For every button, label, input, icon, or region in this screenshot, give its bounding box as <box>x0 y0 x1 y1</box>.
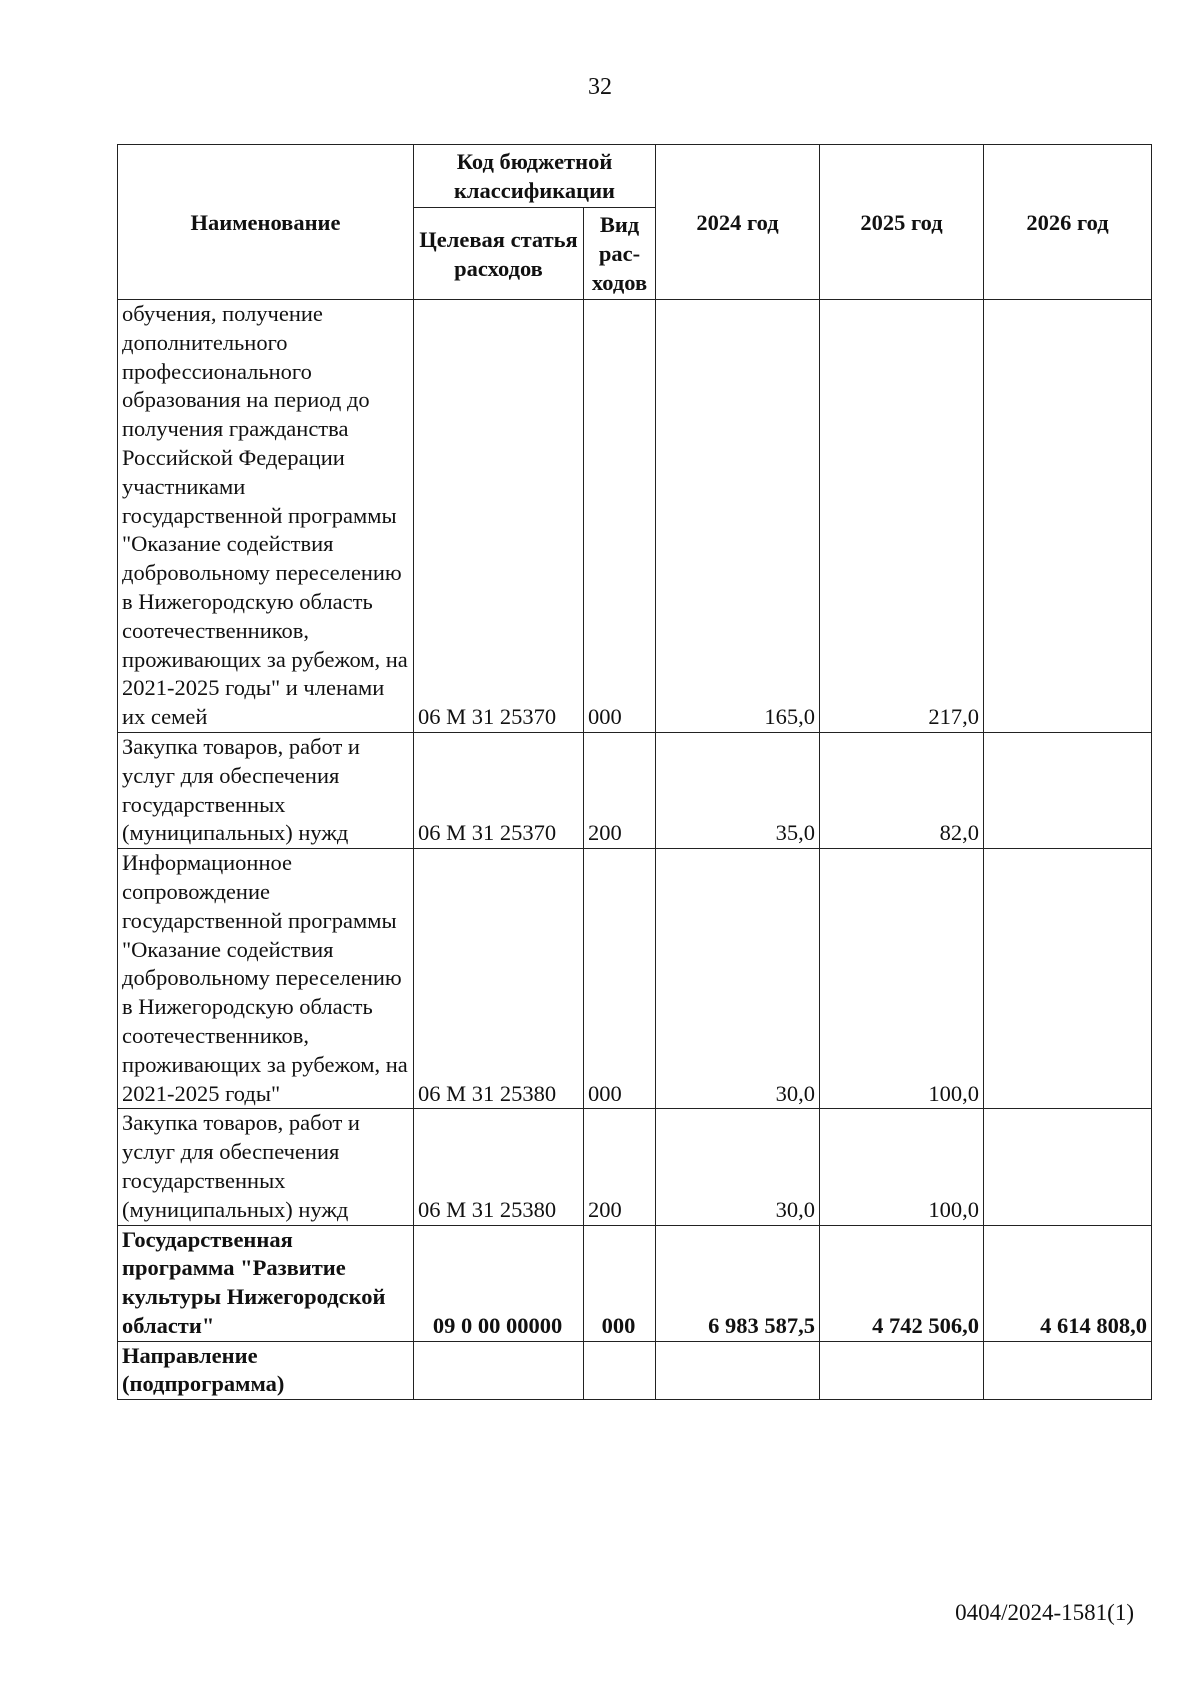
row-value-2025: 4 742 506,0 <box>820 1225 984 1341</box>
table-row <box>118 849 1152 1109</box>
row-kind-code: 200 <box>584 732 656 848</box>
table-row <box>118 1109 1152 1225</box>
header-name: Наименование <box>118 145 414 300</box>
table-row <box>118 300 1152 733</box>
document-number: 0404/2024-1581(1) <box>955 1600 1134 1625</box>
row-value-2024 <box>656 1341 820 1400</box>
row-value-2024: 35,0 <box>656 732 820 848</box>
row-value-2025: 100,0 <box>820 1109 984 1225</box>
row-kind-code: 000 <box>584 1225 656 1341</box>
row-name: Закупка товаров, работ и услуг для обеспечения государственных (муниципальных) нужд <box>118 732 414 848</box>
header-2025: 2025 год <box>820 145 984 300</box>
row-value-2024: 6 983 587,5 <box>656 1225 820 1341</box>
row-target-code: 06 М 31 25370 <box>414 300 584 733</box>
row-value-2026 <box>984 732 1152 848</box>
table-row <box>118 732 1152 848</box>
row-value-2025: 82,0 <box>820 732 984 848</box>
header-2026: 2026 год <box>984 145 1152 300</box>
header-2024: 2024 год <box>656 145 820 300</box>
row-value-2026 <box>984 1109 1152 1225</box>
table-row <box>118 1225 1152 1341</box>
row-target-code: 06 М 31 25370 <box>414 732 584 848</box>
row-value-2025: 100,0 <box>820 849 984 1109</box>
table-row <box>118 1341 1152 1400</box>
row-value-2024: 30,0 <box>656 849 820 1109</box>
row-name: обучения, получение дополнительного профессионального образования на период до получения гражданства Российской Федерации участниками государственной программы "Оказание содействия добровольному переселению в Нижегородскую область соотечественников, проживающих за рубежом, на 2021-2025 годы" и членами их семей <box>118 300 414 733</box>
row-name: Информационное сопровождение государственной программы "Оказание содействия добровольному переселению в Нижегородскую область соотечественников, проживающих за рубежом, на 2021-2025 годы" <box>118 849 414 1109</box>
row-name: Закупка товаров, работ и услуг для обеспечения государственных (муниципальных) нужд <box>118 1109 414 1225</box>
row-target-code: 06 М 31 25380 <box>414 1109 584 1225</box>
row-target-code <box>414 1341 584 1400</box>
row-kind-code: 000 <box>584 300 656 733</box>
row-kind-code: 200 <box>584 1109 656 1225</box>
row-value-2026 <box>984 1341 1152 1400</box>
row-kind-code <box>584 1341 656 1400</box>
row-name: Направление (подпрограмма) <box>118 1341 414 1400</box>
row-value-2025: 217,0 <box>820 300 984 733</box>
row-value-2026: 4 614 808,0 <box>984 1225 1152 1341</box>
header-code-group: Код бюджетной классификации <box>414 145 656 208</box>
row-value-2024: 165,0 <box>656 300 820 733</box>
row-target-code: 06 М 31 25380 <box>414 849 584 1109</box>
page-number: 32 <box>588 74 612 100</box>
header-target: Целевая статья расходов <box>414 208 584 300</box>
row-value-2026 <box>984 300 1152 733</box>
header-kind: Вид рас-ходов <box>584 208 656 300</box>
row-name: Государственная программа "Развитие культуры Нижегородской области" <box>118 1225 414 1341</box>
row-value-2026 <box>984 849 1152 1109</box>
row-value-2024: 30,0 <box>656 1109 820 1225</box>
budget-table <box>117 144 1152 1400</box>
row-target-code: 09 0 00 00000 <box>414 1225 584 1341</box>
row-value-2025 <box>820 1341 984 1400</box>
row-kind-code: 000 <box>584 849 656 1109</box>
